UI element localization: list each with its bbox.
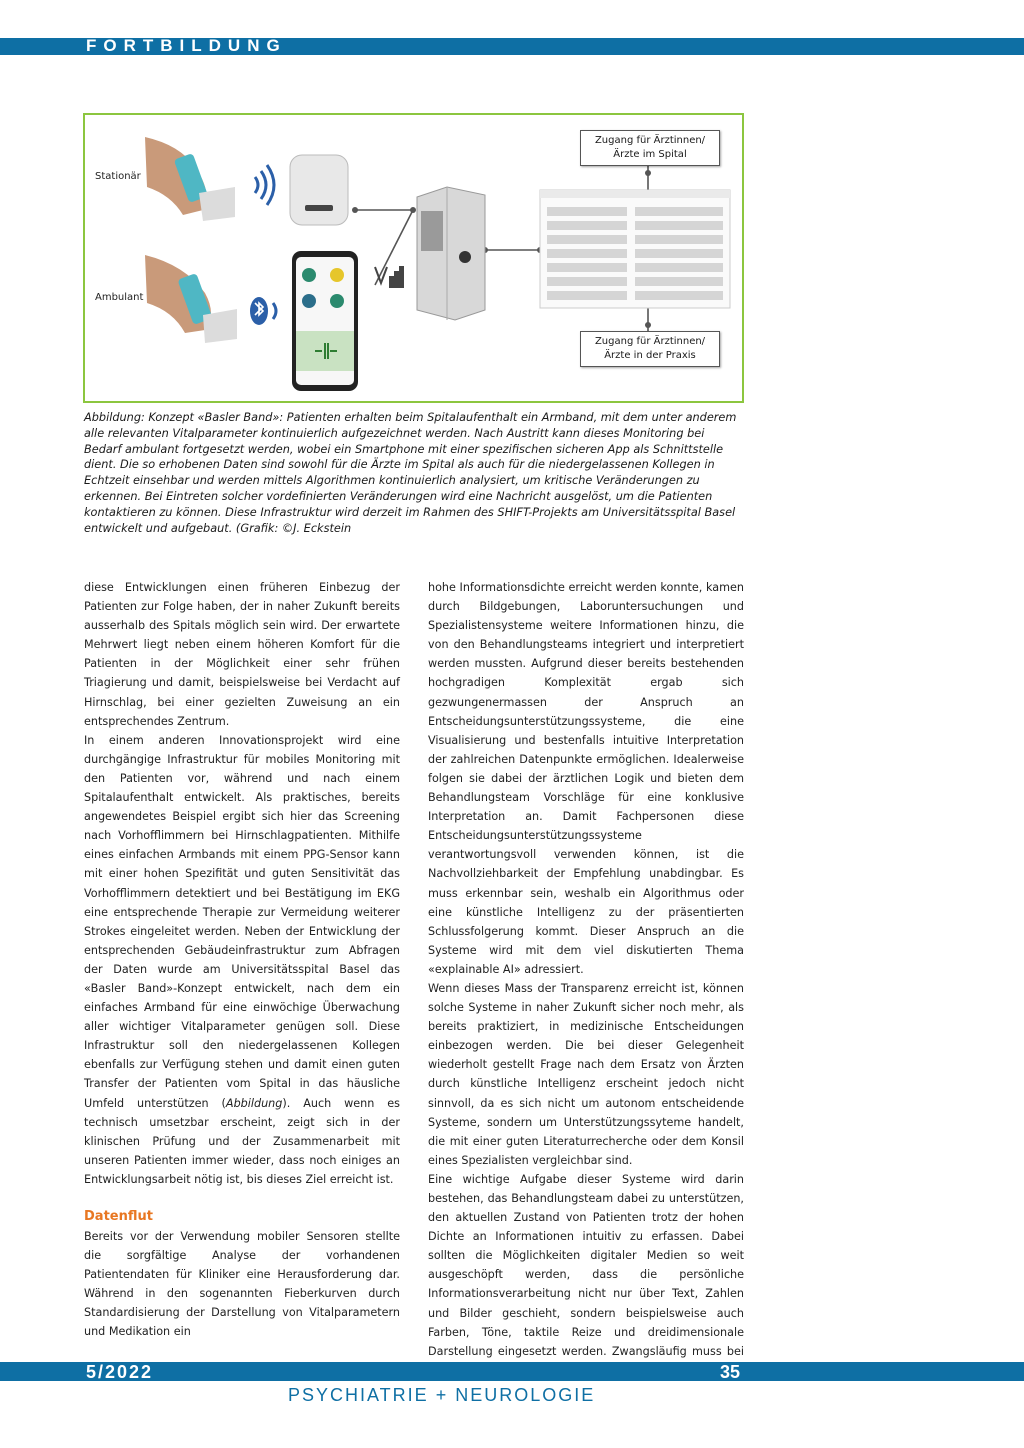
- figure-reference: Abbildung: [225, 1096, 283, 1110]
- wireless-signal-icon: [255, 165, 274, 205]
- journal-title: PSYCHIATRIE + NEUROLOGIE: [288, 1385, 596, 1405]
- wristband-stationary-image: [145, 137, 235, 221]
- section-title: FORTBILDUNG: [86, 36, 287, 55]
- paragraph: Eine wichtige Aufgabe dieser Systeme wird darin bestehen, das Behandlungsteam dabei zu unterstützen, den aktuellen Zustand von Patienten trotz der hohen Dichte an Informationen intuitiv zu erfassen. Dabei sollten die Möglichkeiten digitaler Medien so weit ausgeschöpft werden, dass die persönliche Informationsverarbeitung nicht nur über Text, Zahlen und Bilder geschieht, sondern beispielsweise auch Farben, Töne, taktile Reize und dreidimensionale Darstellung eingesetzt werden. Zwangsläufig muss bei: [428, 1172, 744, 1358]
- server-image: [417, 187, 485, 320]
- paragraph: Wenn dieses Mass der Transparenz erreicht ist, können solche Systeme in naher Zukunft sicher noch mehr, als bereits praktiziert, in medizinische Entscheidungen einbezogen werden. Die bei dieser Gelegenheit wiederholt gestellt Frage nach dem Ersatz von Ärzten durch künstliche Intelligenz erscheint jedoch nicht sinnvoll, da es sich nicht um autonom entscheidende Systeme, sondern um Unterstützungssyteme handelt, die mit einer guten Literaturrecherche oder dem Konsil eines Spezialisten vergleichbar sind.: [428, 981, 744, 1167]
- right-column: [428, 578, 744, 1380]
- wristband-ambulant-image: [145, 255, 237, 343]
- smartphone-app-image: [292, 251, 358, 391]
- footer-bar: [0, 1362, 1024, 1381]
- figure-caption: Abbildung: Konzept «Basler Band»: Patienten erhalten beim Spitalaufenthalt ein Armband, mit dem unter anderem alle relevanten Vitalparameter kontinuierlich aufgezeichnet werden. Nach Austritt kann dieses Monitoring bei Bedarf ambulant fortgesetzt werden, wobei ein Smartphone mit einer spezifischen sicheren App als Schnittstelle dient. Die so erhobenen Daten sind sowohl für die Ärzte im Spital als auch für die niedergelassenen Kollegen in Echtzeit einsehbar und werden mittels Algorithmen kontinuierlich analysiert, um kritische Veränderungen zu erkennen. Bei Eintreten solcher vordefinierten Veränderungen wird eine Nachricht ausgelöst, um die Patienten kontaktieren zu können. Diese Infrastruktur wird derzeit im Rahmen des SHIFT-Projekts am Universitätsspital Basel entwickelt und aufgebaut. (Grafik: ©J. Eckstein: [84, 411, 737, 535]
- cellular-signal-icon: [375, 267, 403, 287]
- issue-number: 5/2022: [86, 1362, 154, 1382]
- concept-figure: [83, 113, 744, 403]
- page-number: 35: [720, 1362, 741, 1382]
- paragraph: Bereits vor der Verwendung mobiler Sensoren stellte die sorgfältige Analyse der vorhandenen Patientendaten für Kliniker eine Herausforderung dar. Während in den sogenannten Fieberkurven durch Standardisierung der Darstellung von Vitalparametern und Medikation ein: [84, 1230, 400, 1339]
- subheading: Datenflut: [84, 1209, 153, 1224]
- paragraph: hohe Informationsdichte erreicht werden konnte, kamen durch Bildgebungen, Laboruntersuchungen und Spezialistensysteme weitere Informationen hinzu, die von den Behandlungsteams integriert und interpretiert werden mussten. Aufgrund dieser bereits bestehenden hochgradigen Komplexität ergab sich gezwungenermassen der Anspruch an Entscheidungsunterstützungssysteme, die eine Visualisierung und bestenfalls intuitive Interpretation der zahlreichen Datenpunkte ermöglichen. Idealerweise folgen sie dabei der ärztlichen Logik und bieten dem Behandlungsteam Vorschläge für eine konklusive Interpretation an. Damit Fachpersonen diese Entscheidungsunterstützungssysteme verantwortungsvoll verwenden können, ist die Nachvollziehbarkeit der Empfehlung unabdingbar. Es muss erkennbar sein, weshalb ein Algorithmus oder eine künstliche Intelligenz zu der präsentierten Schlussfolgerung kommt. Dieser Anspruch an die Systeme wird mit dem viel diskutierten Thema «explainable AI» adressiert.: [428, 581, 744, 976]
- dashboard-screenshot-image: [540, 190, 730, 308]
- paragraph: In einem anderen Innovationsprojekt wird eine durchgängige Infrastruktur für mobiles Monitoring mit den Patienten vor, während und nach einem Spitalaufenthalt entwickelt. Als praktisches, bereits angewendetes Beispiel ergibt sich hier das Screening nach Vorhofflimmern bei Hirnschlagpatienten. Mithilfe eines einfachen Armbands mit einem PPG-Sensor kann mit einer hohen Spezifität und guten Sensitivität das Vorhofflimmern detektiert und bei Bestätigung im EKG eine entsprechende Therapie zur Vermeidung weiterer Strokes eingeleitet werden. Neben der Entwicklung der entsprechenden Gebäudeinfrastruktur zum Abfragen der Daten wurde am Universitätsspital Basel das «Basler Band»-Konzept entwickelt, nach dem ein einfaches Armband für eine einwöchige Überwachung aller wichtiger Vitalparameter genügen soll. Diese Infrastruktur soll den niedergelassenen Kollegen ebenfalls zur Verfügung stehen und damit einen guten Transfer der Patienten vom Spital in das häusliche Umfeld unterstützen (Abbildung). Auch wenn es technisch umsetzbar erscheint, zeigt sich in der klinischen Prüfung und der Zusammenarbeit mit unseren Patienten immer wieder, dass noch einiges an Entwicklungsarbeit nötig ist, bis dieses Ziel erreicht ist.: [84, 733, 400, 1186]
- callout-hospital-access: Zugang für Ärztinnen/Ärzte im Spital: [580, 130, 720, 166]
- paragraph: diese Entwicklungen einen früheren Einbezug der Patienten zur Folge haben, der in naher Zukunft bereits ausserhalb des Spitals möglich sein wird. Der erwartete Mehrwert liegt neben einem höheren Komfort für die Patienten in der Möglichkeit einer sehr frühen Triagierung und damit, beispielsweise bei Verdacht auf Hirnschlag, bei einer gezielten Zuweisung an ein entsprechendes Zentrum.: [84, 581, 400, 728]
- callout-practice-access: Zugang für Ärztinnen/Ärzte in der Praxis: [580, 331, 720, 367]
- label-stationary: Stationär: [95, 171, 141, 182]
- bluetooth-icon: [250, 297, 268, 325]
- left-column: [84, 578, 400, 1342]
- wireless-access-point-image: [290, 155, 348, 225]
- label-ambulant: Ambulant: [95, 292, 144, 303]
